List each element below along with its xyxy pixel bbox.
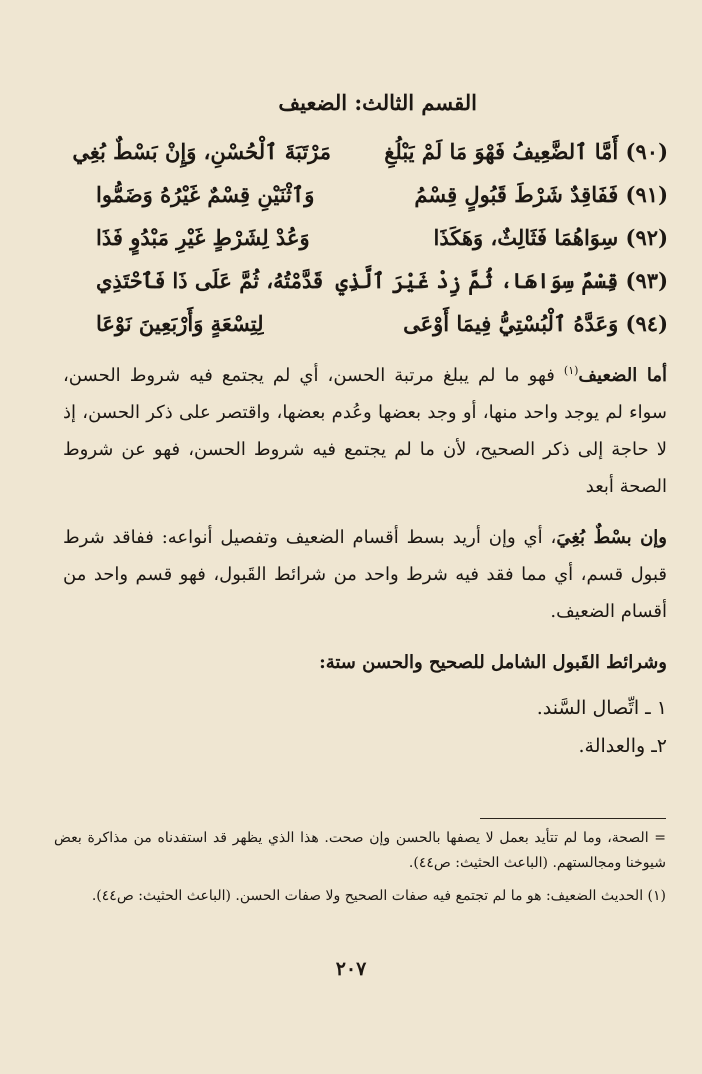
- condition-item: ٢ـ والعدالة.: [578, 735, 667, 757]
- verse-first-hemistich: (٩٠) أَمَّا ٱلضَّعِيفُ فَهْوَ مَا لَمْ يَبْلُغِ: [384, 139, 668, 164]
- verse-second-hemistich: مَرْتَبَةَ ٱلْحُسْنِ، وَإِنْ بَسْطٌ بُغِي: [72, 139, 331, 164]
- verse-first-hemistich: (٩١) فَفَاقِدٌ شَرْطَ قَبُولٍ قِسْمُ: [414, 182, 668, 207]
- paragraph-lead-phrase: أما الضعيف: [578, 365, 667, 386]
- paragraph-text: فهو ما لم يبلغ مرتبة الحسن، أي لم يجتمع فيه شروط الحسن، سواء لم يوجد واحد منها، أو وجد بعضها وعُدم بعضها، واقتصر على ذكر الحسن، إذ لا حاجة إلى ذكر الصحيح، لأن ما لم يجتمع فيه شروط الحسن، فهو عن شروط الصحة أبعد: [63, 365, 667, 497]
- condition-item: ١ ـ اتِّصال السَّند.: [536, 697, 667, 719]
- paragraph-lead-phrase: وإن بسْطٌ بُغِيَ: [556, 527, 668, 548]
- paragraph-text: ، أي وإن أريد بسط أقسام الضعيف وتفصيل أنواعه: ففاقد شرط قبول قسم، أي مما فقد فيه شرط واحد من شرائط القَبول، فهو قسم واحد من أقسام الضعيف.: [63, 527, 667, 622]
- verse-second-hemistich: لِتِسْعَةٍ وَأَرْبَعِينَ نَوْعَا: [96, 311, 264, 336]
- verse-second-hemistich: وَٱثْنَيْنِ قِسْمٌ غَيْرُهُ وَضَمُّوا: [96, 182, 315, 207]
- footnote-divider: [480, 818, 666, 819]
- footnote-continuation: = الصحة، وما لم تتأيد بعمل لا يصفها بالحسن وإن صحت. هذا الذي يظهر قد استفدناه من مذاكرة بعض شيوخنا ومجالستهم. (الباعث الحثيث: ص٤٤).: [54, 830, 666, 871]
- conditions-heading: وشرائط القَبول الشامل للصحيح والحسن ستة:: [319, 652, 667, 673]
- verse-first-hemistich: (٩٣) قِسْمٌ سِوَاهَا، ثُمَّ زِدْ غَيْرَ ٱلَّذِي: [335, 268, 668, 293]
- footnote-reference[interactable]: (١): [563, 364, 579, 377]
- verse-row: [96, 173, 668, 216]
- verse-row: [96, 259, 668, 302]
- footnotes: [54, 826, 666, 917]
- page-number: ٢٠٧: [335, 958, 367, 980]
- commentary-paragraph: [63, 519, 667, 630]
- section-title: القسم الثالث: الضعيف: [278, 90, 477, 115]
- commentary-body: [63, 352, 667, 765]
- verse-row: [96, 216, 668, 259]
- verse-row: [96, 302, 668, 345]
- verse-first-hemistich: (٩٤) وَعَدَّهُ ٱلْبُسْتِيُّ فِيمَا أَوْعَى: [403, 311, 668, 336]
- verse-second-hemistich: قَدَّمْتُهُ، ثُمَّ عَلَى ذَا فَٱحْتَذِي: [96, 268, 324, 293]
- verse-block: [72, 130, 668, 345]
- commentary-paragraph: [63, 352, 667, 505]
- verse-second-hemistich: وَعُدْ لِشَرْطٍ غَيْرِ مَبْدُوٍ فَذَا: [96, 225, 310, 250]
- verse-first-hemistich: (٩٢) سِوَاهُمَا فَثَالِثٌ، وَهَكَذَا: [433, 225, 668, 250]
- verse-row: [72, 130, 668, 173]
- footnote: (١) الحديث الضعيف: هو ما لم تجتمع فيه صفات الصحيح ولا صفات الحسن. (الباعث الحثيث: ص٤٤).: [91, 888, 666, 904]
